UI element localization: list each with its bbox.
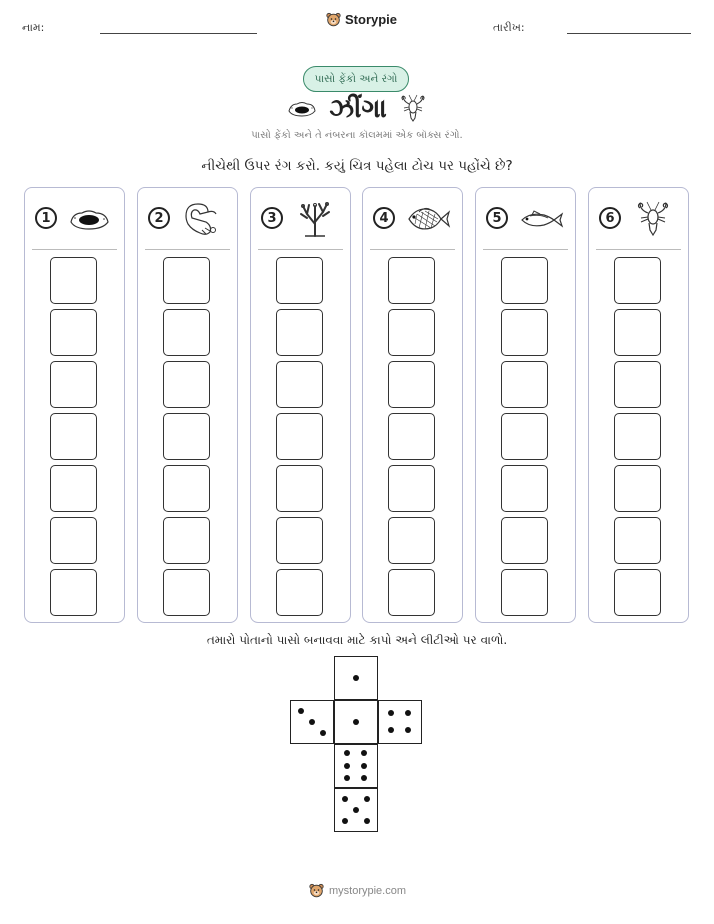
color-box[interactable] — [501, 361, 548, 408]
dice-pip — [353, 719, 359, 725]
dice-face-bottom — [334, 788, 378, 832]
dice-pip — [342, 796, 348, 802]
color-box[interactable] — [163, 465, 210, 512]
column-head — [138, 188, 237, 248]
dice-pip — [344, 763, 350, 769]
color-box[interactable] — [276, 465, 323, 512]
column-number: 2 — [148, 207, 170, 229]
color-box[interactable] — [388, 517, 435, 564]
name-line[interactable] — [100, 33, 257, 34]
color-box[interactable] — [501, 309, 548, 356]
color-box[interactable] — [276, 257, 323, 304]
dice-pip — [320, 730, 326, 736]
dice-face-right — [378, 700, 422, 744]
color-box[interactable] — [388, 309, 435, 356]
color-box[interactable] — [276, 569, 323, 616]
color-box[interactable] — [614, 413, 661, 460]
column-head — [25, 188, 124, 248]
footer — [309, 883, 406, 898]
column-1 — [24, 187, 125, 623]
dice-pip — [405, 710, 411, 716]
dice-pip — [388, 727, 394, 733]
dice-face-lower — [334, 744, 378, 788]
column-6 — [588, 187, 689, 623]
dice-pip — [361, 775, 367, 781]
color-box[interactable] — [388, 465, 435, 512]
lobster-icon — [399, 94, 427, 124]
color-box[interactable] — [614, 517, 661, 564]
shrimp-claw-icon — [178, 200, 226, 238]
dice-pip — [405, 727, 411, 733]
color-box[interactable] — [163, 309, 210, 356]
color-box[interactable] — [163, 257, 210, 304]
color-box[interactable] — [276, 309, 323, 356]
color-box[interactable] — [276, 413, 323, 460]
dice-pip — [388, 710, 394, 716]
dice-pip — [298, 708, 304, 714]
color-box[interactable] — [50, 517, 97, 564]
instruction: નીચેથી ઉપર રંગ કરો. કયું ચિત્ર પહેલા ટોચ પર પહોંચે છે? — [201, 158, 513, 174]
dice-pip — [342, 818, 348, 824]
color-box[interactable] — [388, 413, 435, 460]
footer-url: mystorypie.com — [329, 884, 407, 897]
color-box[interactable] — [501, 413, 548, 460]
dice-pip — [353, 675, 359, 681]
column-5 — [475, 187, 576, 623]
color-box[interactable] — [50, 309, 97, 356]
dice-face-left — [290, 700, 334, 744]
burrow-hole-icon — [287, 99, 317, 119]
color-box[interactable] — [501, 465, 548, 512]
date-label: તારીખ: — [493, 21, 525, 34]
dice-pip — [364, 796, 370, 802]
color-box[interactable] — [501, 257, 548, 304]
color-box[interactable] — [614, 361, 661, 408]
column-divider — [145, 249, 230, 250]
dice-pip — [309, 719, 315, 725]
column-divider — [483, 249, 568, 250]
column-head — [589, 188, 688, 248]
date-line[interactable] — [567, 33, 691, 34]
dice-pip — [361, 763, 367, 769]
column-divider — [596, 249, 681, 250]
title-row — [280, 92, 434, 126]
column-number: 3 — [261, 207, 283, 229]
column-divider — [32, 249, 117, 250]
column-number: 6 — [599, 207, 621, 229]
brand-logo — [326, 12, 397, 27]
column-head — [363, 188, 462, 248]
small-fish-icon — [516, 200, 564, 238]
burrow-hole-icon — [65, 200, 113, 238]
color-box[interactable] — [163, 569, 210, 616]
dice-pip — [361, 750, 367, 756]
color-box[interactable] — [50, 569, 97, 616]
dice-face-center — [334, 700, 378, 744]
color-box[interactable] — [388, 257, 435, 304]
dice-face-top — [334, 656, 378, 700]
color-box[interactable] — [614, 569, 661, 616]
color-box[interactable] — [276, 361, 323, 408]
subtitle: પાસો ફેંકો અને તે નંબરના કૉલમમાં એક બૉક્સ રંગો. — [251, 130, 463, 141]
column-2 — [137, 187, 238, 623]
color-box[interactable] — [388, 569, 435, 616]
dice-pip — [344, 775, 350, 781]
color-box[interactable] — [614, 257, 661, 304]
dice-pip — [353, 807, 359, 813]
color-box[interactable] — [614, 309, 661, 356]
color-box[interactable] — [163, 517, 210, 564]
column-number: 1 — [35, 207, 57, 229]
column-divider — [258, 249, 343, 250]
color-box[interactable] — [50, 413, 97, 460]
name-label: નામ: — [22, 21, 45, 34]
bear-mascot-icon — [309, 883, 324, 898]
color-box[interactable] — [163, 413, 210, 460]
color-box[interactable] — [501, 569, 548, 616]
color-box[interactable] — [50, 465, 97, 512]
coral-icon — [291, 200, 339, 238]
activity-pill: પાસો ફેંકો અને રંગો — [303, 66, 409, 92]
page-title: ઝીંગા — [329, 93, 387, 124]
fish-icon — [403, 200, 451, 238]
column-4 — [362, 187, 463, 623]
dice-pip — [364, 818, 370, 824]
lobster-icon — [629, 200, 677, 238]
bear-mascot-icon — [326, 12, 341, 27]
color-box[interactable] — [50, 361, 97, 408]
column-head — [251, 188, 350, 248]
column-3 — [250, 187, 351, 623]
column-number: 5 — [486, 207, 508, 229]
color-box[interactable] — [50, 257, 97, 304]
color-box[interactable] — [163, 361, 210, 408]
color-box[interactable] — [614, 465, 661, 512]
brand-name: Storypie — [345, 12, 398, 27]
color-box[interactable] — [501, 517, 548, 564]
color-box[interactable] — [276, 517, 323, 564]
column-divider — [370, 249, 455, 250]
dice-pip — [344, 750, 350, 756]
color-box[interactable] — [388, 361, 435, 408]
column-head — [476, 188, 575, 248]
column-number: 4 — [373, 207, 395, 229]
cut-instruction: તમારો પોતાનો પાસો બનાવવા માટે કાપો અને લીટીઓ પર વાળો. — [206, 633, 508, 647]
